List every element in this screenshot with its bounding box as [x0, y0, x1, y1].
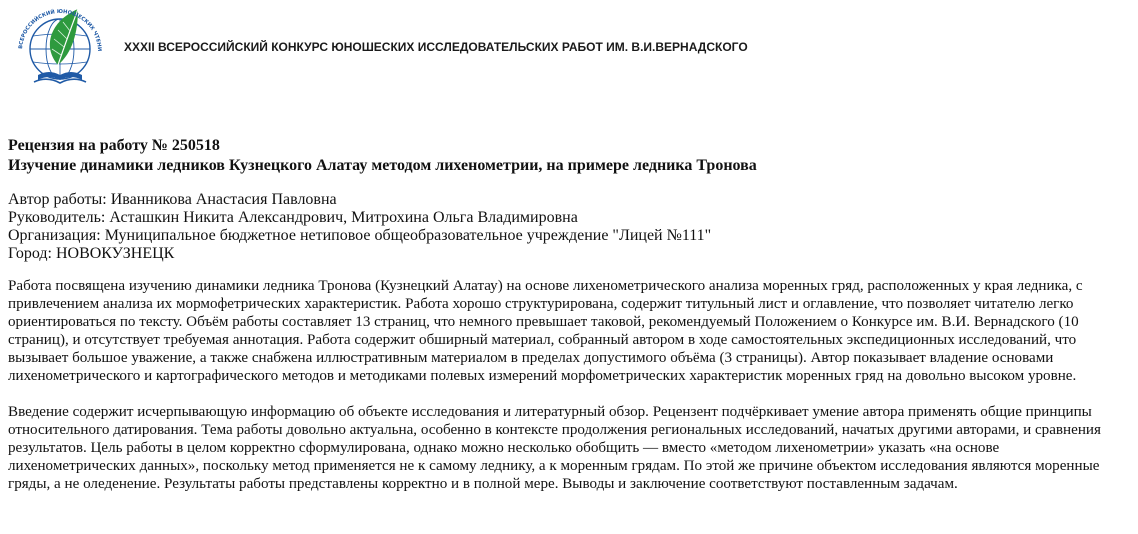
author-line: Автор работы: Иванникова Анастасия Павловна	[8, 191, 337, 208]
globe-leaf-logo-icon	[12, 3, 108, 91]
page-header	[0, 0, 1138, 100]
logo-ring-text: ВСЕРОССИЙСКИЙ ЮНОШЕСКИХ ЧТЕНИ	[18, 8, 103, 52]
review-number-heading: Рецензия на работу № 250518	[8, 137, 220, 154]
review-heading	[8, 136, 1130, 176]
supervisor-line: Руководитель: Асташкин Никита Александрович, Митрохина Ольга Владимировна	[8, 209, 578, 226]
review-paragraph-2: Введение содержит исчерпывающую информацию об объекте исследования и литературный обзор. Рецензент подчёркивает умение автора применять общие принципы относительного датирования. Тема работы довольно актуальна, особенно в контексте продолжения региональных исследований, начатых другими авторами, и сравнения результатов. Цель работы в целом корректно сформулирована, однако можно несколько обобщить — вместо «методом лихенометрии» указать «на основе лихенометрических данных», поскольку метод применяется не к самому леднику, а к моренным грядам. По этой же причине объектом исследования являются моренные гряды, а не оледенение. Результаты работы представлены корректно и в полной мере. Выводы и заключение соответствуют поставленным задачам.	[8, 404, 1101, 492]
review-paragraph-1: Работа посвящена изучению динамики ледника Тронова (Кузнецкий Алатау) на основе лихенометрического анализа моренных гряд, расположенных у края ледника, с привлечением анализа их мормофетрических характеристик. Работа хорошо структурирована, содержит титульный лист и оглавление, что позволяет читателю легко ориентироваться по тексту. Объём работы составляет 13 страниц, что немного превышает таковой, рекомендуемый Положением о Конкурсе им. В.И. Вернадского (10 страниц), и отсутствует требуемая аннотация. Работа содержит обширный материал, собранный автором в ходе самостоятельных экспедиционных исследований, что вызывает большое уважение, а также снабжена иллюстративным материалом в пределах допустимого объёма (3 страницы). Автор показывает владение основами лихенометрического и картографического методов и методиками полевых измерений морфометрических характеристик моренных гряд на довольно высоком уровне.	[8, 278, 1083, 384]
organization-line: Организация: Муниципальное бюджетное нетиповое общеобразовательное учреждение "Лицей №111"	[8, 227, 712, 244]
review-content	[8, 136, 1130, 493]
work-metadata	[8, 191, 1130, 263]
city-line: Город: НОВОКУЗНЕЦК	[8, 245, 175, 262]
work-title-heading: Изучение динамики ледников Кузнецкого Алатау методом лихенометрии, на примере ледника Тронова	[8, 157, 757, 174]
vernadsky-contest-logo[interactable]	[12, 3, 108, 91]
contest-title: XXXII ВСЕРОССИЙСКИЙ КОНКУРС ЮНОШЕСКИХ ИССЛЕДОВАТЕЛЬСКИХ РАБОТ ИМ. В.И.ВЕРНАДСКОГО	[124, 40, 748, 54]
